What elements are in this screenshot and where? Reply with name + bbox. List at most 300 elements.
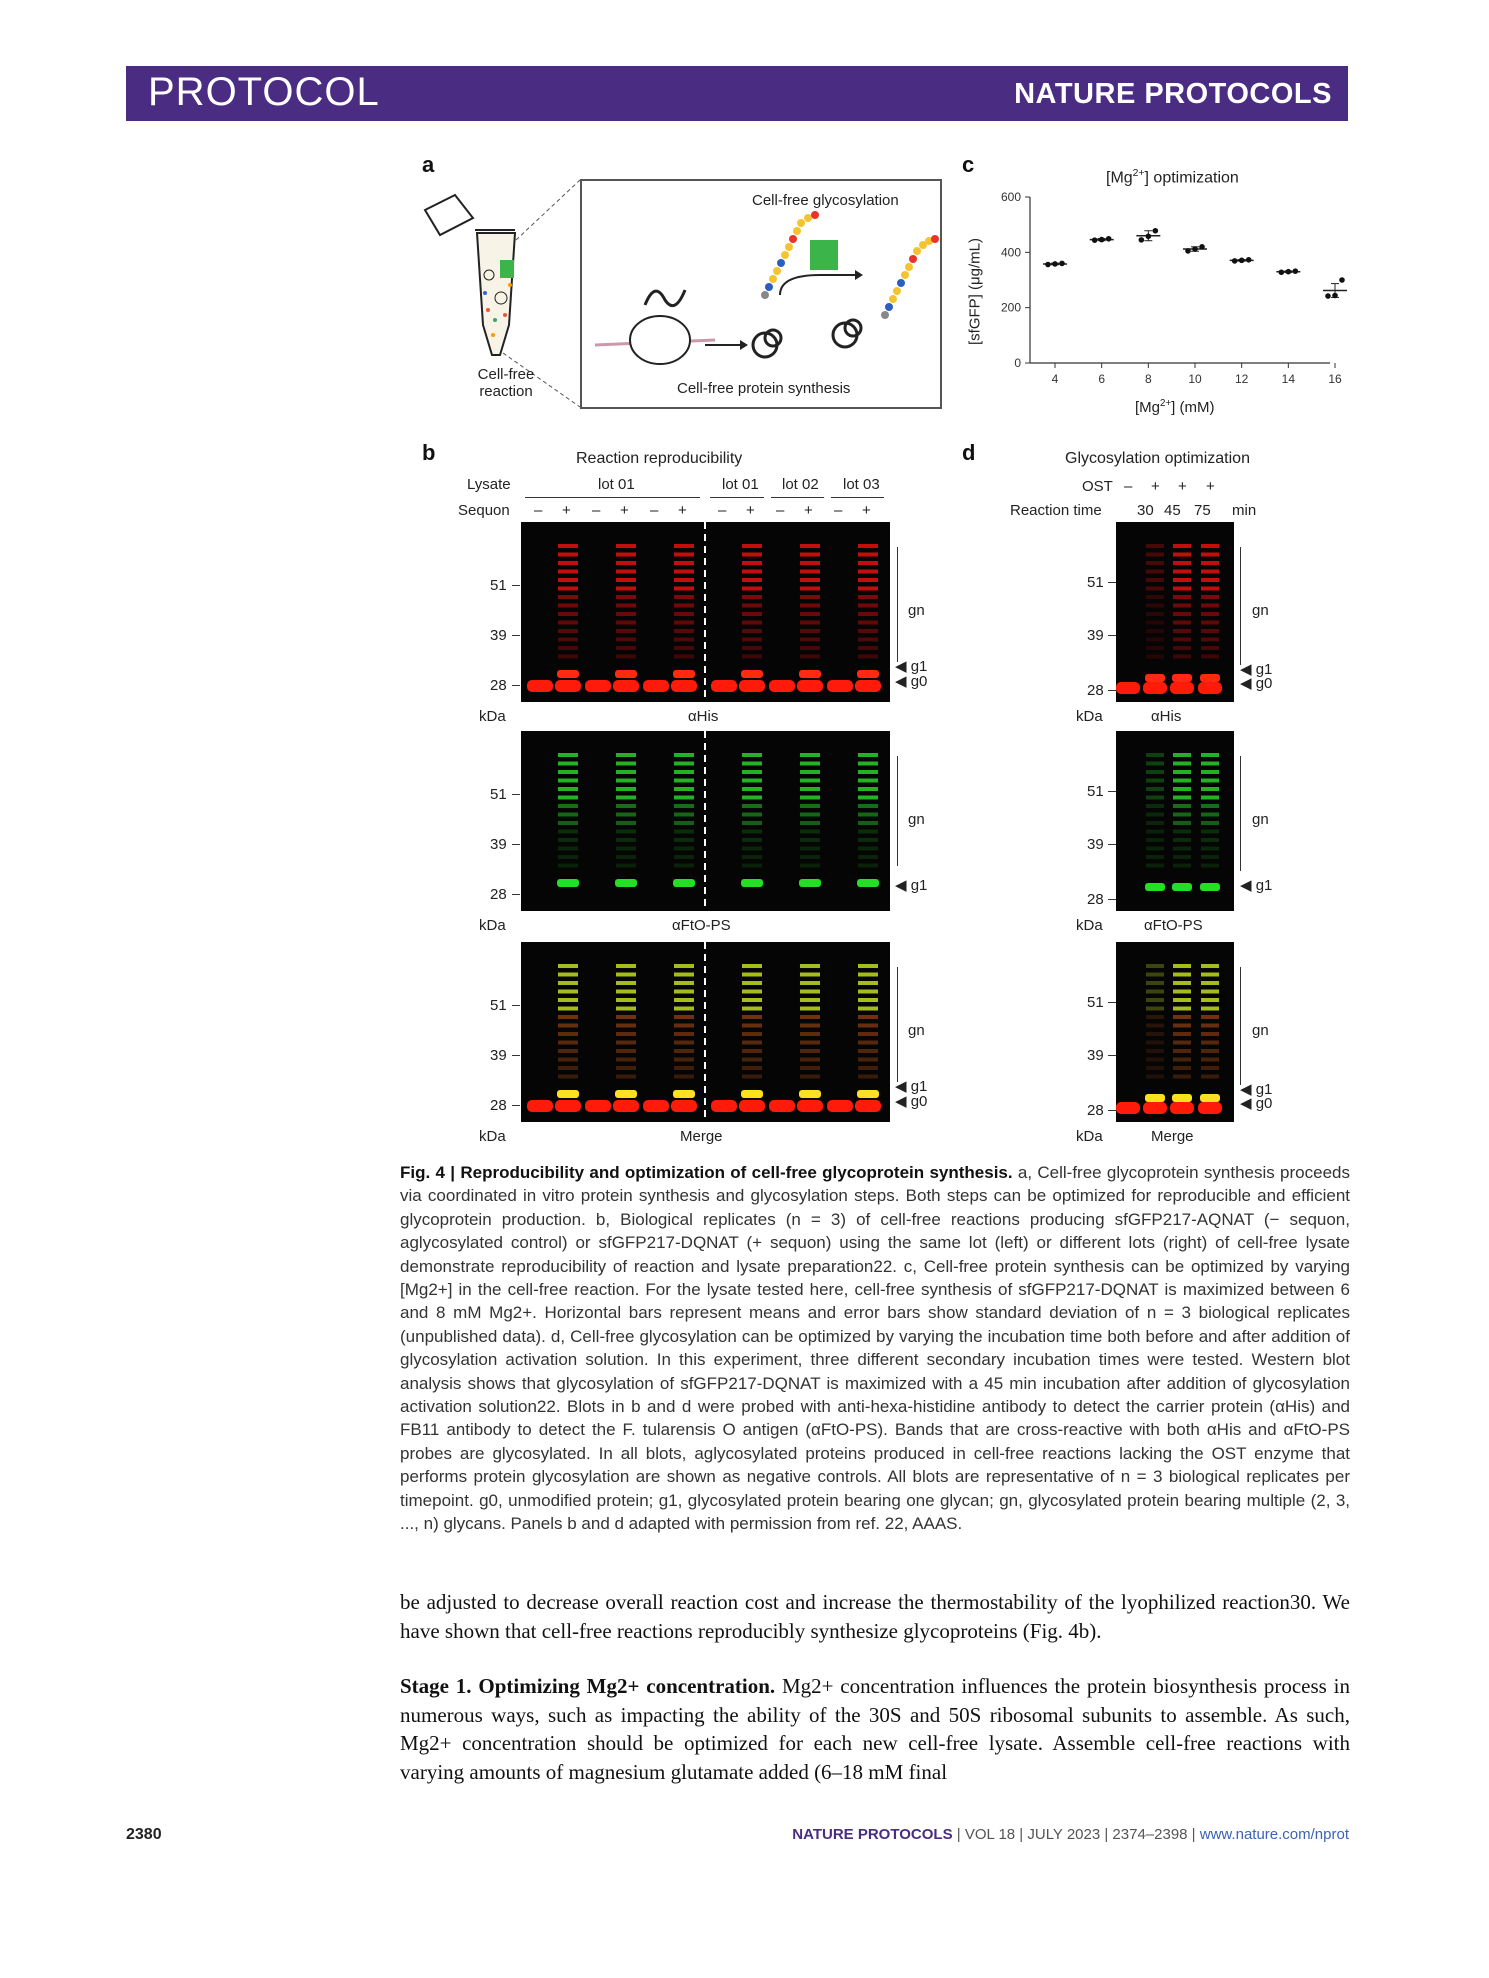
band-gn	[558, 973, 578, 977]
band-gn	[858, 847, 878, 851]
band-gn	[1146, 553, 1164, 557]
band-g1	[1145, 1094, 1165, 1102]
band-gn	[800, 1058, 820, 1062]
panel-d-letter: d	[962, 440, 976, 465]
band-gn	[674, 612, 694, 616]
g1-label: ◀ g1	[895, 658, 928, 675]
band-gn	[1146, 813, 1164, 817]
band-g1	[857, 670, 879, 678]
band-gn	[558, 1007, 578, 1011]
band-gn	[1146, 864, 1164, 868]
stage-text: Mg2+ concentration influences the protein biosynthesis process in numerous ways, such as impacting the ability of the 30S and 50S ribosomal subunits to assemble. As such, Mg2+ concentration should be optimized for each new cell-free lysate. Assemble cell-free reactions with varying amounts of magnesium glutamate added (6–18 mM final	[400, 1674, 1350, 1784]
band-gn	[858, 1007, 878, 1011]
band-g0	[555, 1100, 581, 1112]
band-gn	[674, 998, 694, 1002]
band-gn	[742, 847, 762, 851]
band-gn	[858, 864, 878, 868]
data-point	[1325, 293, 1331, 299]
mw-label: 51	[490, 577, 507, 594]
band-gn	[858, 655, 878, 659]
gn-bracket-d	[1240, 967, 1241, 1085]
data-point	[1099, 237, 1105, 243]
data-point	[1332, 293, 1338, 299]
band-gn	[858, 604, 878, 608]
band-gn	[1173, 1024, 1191, 1028]
chart-xlabel	[1135, 398, 1214, 416]
band-gn	[742, 570, 762, 574]
mw-label: 28	[490, 886, 507, 903]
band-gn	[558, 587, 578, 591]
band-gn	[674, 770, 694, 774]
band-gn	[800, 787, 820, 791]
band-gn	[1173, 855, 1191, 859]
lot-label: lot 03	[843, 476, 880, 493]
band-gn	[616, 544, 636, 548]
band-g1	[799, 670, 821, 678]
gn-bracket	[897, 547, 898, 662]
band-gn	[616, 990, 636, 994]
g1-label-d: ◀ g1	[1240, 1081, 1273, 1098]
band-gn	[558, 998, 578, 1002]
y-tick-label: 200	[1000, 300, 1021, 315]
footer-url[interactable]: www.nature.com/nprot	[1199, 1826, 1349, 1843]
band-gn	[1201, 855, 1219, 859]
band-gn	[1146, 847, 1164, 851]
band-gn	[1146, 570, 1164, 574]
gn-bracket	[897, 967, 898, 1082]
data-point	[1279, 269, 1285, 275]
band-gn	[1173, 813, 1191, 817]
x-tick-label: 16	[1328, 372, 1342, 386]
band-gn	[558, 621, 578, 625]
band-gn	[674, 847, 694, 851]
band-gn	[616, 838, 636, 842]
band-gn	[742, 964, 762, 968]
band-g1	[857, 879, 879, 887]
band-gn	[1173, 779, 1191, 783]
blot-name: αHis	[688, 708, 719, 725]
band-g0	[739, 680, 765, 692]
band-gn	[742, 612, 762, 616]
band-g1	[1200, 1094, 1220, 1102]
band-gn	[616, 621, 636, 625]
band-gn	[742, 1007, 762, 1011]
band-gn	[1146, 770, 1164, 774]
band-gn	[1173, 612, 1191, 616]
band-gn	[1146, 1049, 1164, 1053]
panel-b-title: Reaction reproducibility	[576, 450, 743, 467]
band-gn	[800, 813, 820, 817]
band-gn	[1146, 578, 1164, 582]
ost-mark: +	[1151, 478, 1160, 495]
g0-label-d: ◀ g0	[1240, 1095, 1273, 1112]
band-gn	[1146, 1041, 1164, 1045]
band-gn	[616, 753, 636, 757]
band-gn	[858, 561, 878, 565]
band-gn	[858, 638, 878, 642]
band-g1	[1145, 674, 1165, 682]
band-gn	[1173, 964, 1191, 968]
band-gn	[616, 646, 636, 650]
data-point	[1286, 269, 1292, 275]
band-gn	[674, 595, 694, 599]
band-gn	[800, 553, 820, 557]
band-gn	[616, 770, 636, 774]
panel-b-letter: b	[422, 440, 436, 465]
band-gn	[742, 621, 762, 625]
band-gn	[616, 1041, 636, 1045]
band-gn	[1173, 796, 1191, 800]
band-gn	[742, 990, 762, 994]
sequon-mark: +	[804, 502, 813, 519]
band-gn	[858, 629, 878, 633]
chart-xlabel-sup: 2+	[1160, 398, 1172, 409]
band-gn	[1173, 604, 1191, 608]
stage-heading: Stage 1. Optimizing Mg2+ concentration.	[400, 1674, 776, 1698]
kda-label-d: kDa	[1076, 1128, 1103, 1145]
band-gn	[1173, 595, 1191, 599]
band-g0	[613, 1100, 639, 1112]
band-gn	[858, 1075, 878, 1079]
band-gn	[800, 655, 820, 659]
band-g1	[799, 1090, 821, 1098]
band-gn	[742, 638, 762, 642]
lot-label: lot 01	[722, 476, 759, 493]
x-tick-label: 12	[1234, 372, 1249, 386]
band-gn	[674, 1024, 694, 1028]
band-gn	[558, 796, 578, 800]
band-gn	[1201, 1075, 1219, 1079]
band-gn	[1201, 1024, 1219, 1028]
band-g0	[643, 1100, 669, 1112]
band-gn	[616, 1032, 636, 1036]
band-gn	[800, 981, 820, 985]
data-point	[1059, 261, 1065, 267]
band-gn	[674, 964, 694, 968]
band-gn	[1173, 587, 1191, 591]
lysate-label: Lysate	[467, 476, 511, 493]
band-gn	[858, 821, 878, 825]
band-gn	[742, 1041, 762, 1045]
chart-xlabel-suffix: ] (mM)	[1171, 399, 1215, 416]
data-point	[1339, 277, 1345, 283]
ost-mark: +	[1178, 478, 1187, 495]
band-gn	[742, 1049, 762, 1053]
band-gn	[1173, 1015, 1191, 1019]
mw-label: 28	[490, 1097, 507, 1114]
band-gn	[616, 830, 636, 834]
band-gn	[616, 1007, 636, 1011]
band-gn	[800, 821, 820, 825]
band-gn	[858, 1049, 878, 1053]
band-gn	[1173, 990, 1191, 994]
band-gn	[674, 804, 694, 808]
band-gn	[1146, 1075, 1164, 1079]
mw-tick	[512, 894, 520, 895]
mw-tick-d	[1108, 635, 1116, 636]
blot-b-fto	[521, 731, 890, 911]
band-gn	[1201, 1007, 1219, 1011]
band-g1	[799, 879, 821, 887]
band-gn	[1146, 587, 1164, 591]
band-gn	[558, 1049, 578, 1053]
band-gn	[674, 821, 694, 825]
band-g0	[671, 1100, 697, 1112]
sequon-mark: –	[534, 502, 543, 519]
band-gn	[674, 787, 694, 791]
data-point	[1246, 257, 1252, 263]
data-point	[1052, 261, 1058, 267]
band-gn	[558, 646, 578, 650]
band-gn	[1173, 753, 1191, 757]
band-gn	[1173, 578, 1191, 582]
chart-title-sup: 2+	[1132, 168, 1145, 179]
band-gn	[1201, 864, 1219, 868]
band-g1	[557, 1090, 579, 1098]
synthesis-label: Cell-free protein synthesis	[677, 380, 851, 397]
band-gn	[858, 998, 878, 1002]
band-gn	[858, 787, 878, 791]
mw-tick-d	[1108, 1110, 1116, 1111]
band-g1	[857, 1090, 879, 1098]
band-gn	[1173, 1041, 1191, 1045]
band-g1	[615, 879, 637, 887]
gn-label: gn	[908, 811, 925, 828]
sequon-mark: +	[746, 502, 755, 519]
gn-label-d: gn	[1252, 1022, 1269, 1039]
mw-label-d: 28	[1087, 891, 1104, 908]
band-gn	[1201, 813, 1219, 817]
mw-label-d: 39	[1087, 1047, 1104, 1064]
band-gn	[1146, 629, 1164, 633]
blot-b-fto-image	[521, 731, 890, 911]
sequon-mark: +	[620, 502, 629, 519]
mw-tick	[512, 1055, 520, 1056]
band-gn	[800, 604, 820, 608]
band-gn	[1201, 838, 1219, 842]
band-gn	[558, 1058, 578, 1062]
mw-label: 39	[490, 1047, 507, 1064]
band-gn	[558, 830, 578, 834]
band-gn	[742, 864, 762, 868]
band-gn	[858, 753, 878, 757]
band-gn	[1173, 762, 1191, 766]
blot-d-fto	[1116, 731, 1234, 911]
band-gn	[800, 753, 820, 757]
band-gn	[616, 638, 636, 642]
band-gn	[858, 1058, 878, 1062]
kda-label-d: kDa	[1076, 708, 1103, 725]
tube-icon	[425, 195, 515, 355]
mw-label: 28	[490, 677, 507, 694]
band-g0	[711, 680, 737, 692]
data-point	[1239, 258, 1245, 264]
band-gn	[558, 1032, 578, 1036]
band-gn	[1146, 561, 1164, 565]
page-number: 2380	[126, 1826, 162, 1843]
band-g1	[1145, 883, 1165, 891]
band-g1	[673, 1090, 695, 1098]
band-gn	[558, 753, 578, 757]
band-gn	[674, 561, 694, 565]
gn-label-d: gn	[1252, 602, 1269, 619]
band-gn	[800, 1075, 820, 1079]
band-gn	[858, 1032, 878, 1036]
band-gn	[858, 646, 878, 650]
g1-label: ◀ g1	[895, 1078, 928, 1095]
band-gn	[858, 779, 878, 783]
blot-b-his-image	[521, 522, 890, 702]
band-gn	[742, 1058, 762, 1062]
band-gn	[742, 796, 762, 800]
glycosylation-label: Cell-free glycosylation	[752, 192, 899, 209]
band-gn	[674, 981, 694, 985]
band-gn	[800, 838, 820, 842]
band-gn	[800, 779, 820, 783]
band-gn	[1201, 779, 1219, 783]
band-gn	[800, 1041, 820, 1045]
band-gn	[1146, 1032, 1164, 1036]
caption-text: a, Cell-free glycoprotein synthesis proceeds via coordinated in vitro protein synthesis and glycosylation steps. Both steps can be optimized for reproducible and efficient glycoprotein production. b, Biological replicates (n = 3) of cell-free reactions producing sfGFP217-AQNAT (− sequon, aglycosylated control) or sfGFP217-DQNAT (+ sequon) using the same lot (left) or different lots (right) of cell-free lysate demonstrate reproducibility of reaction and lysate preparation22. c, Cell-free protein synthesis can be optimized by varying [Mg2+] in the cell-free reaction. For the lysate tested here, cell-free synthesis of sfGFP217-DQNAT is maximized between 6 and 8 mM Mg2+. Horizontal bars represent means and error bars show standard deviation of n = 3 biological replicates (unpublished data). d, Cell-free glycosylation can be optimized by varying the incubation time both before and after addition of glycosylation activation solution. In this experiment, three different secondary incubation times were tested. Western blot analysis shows that glycosylation of sfGFP217-DQNAT is maximized with a 45 min incubation after addition of glycosylation activation solution22. Blots in b and d were probed with anti-hexa-histidine antibody to detect the carrier protein (αHis) and FB11 antibody to detect the F. tularensis O antigen (αFtO-PS). Bands that are cross-reactive with both αHis and αFtO-PS probes are glycosylated. In all blots, aglycosylated proteins produced in cell-free reactions lacking the OST enzyme that performs protein glycosylation are shown as negative controls. All blots are representative of n = 3 biological replicates per timepoint. g0, unmodified protein; g1, glycosylated protein bearing one glycan; gn, glycosylated protein bearing multiple (2, 3, ..., n) glycans. Panels b and d adapted with permission from ref. 22, AAAS.	[400, 1163, 1350, 1534]
band-g0	[769, 1100, 795, 1112]
gn-bracket-d	[1240, 547, 1241, 665]
band-g1	[741, 879, 763, 887]
mw-label: 51	[490, 786, 507, 803]
sequon-mark: +	[678, 502, 687, 519]
band-gn	[800, 990, 820, 994]
band-gn	[558, 847, 578, 851]
band-gn	[616, 779, 636, 783]
data-point	[1192, 246, 1198, 252]
band-gn	[800, 770, 820, 774]
band-gn	[858, 973, 878, 977]
band-gn	[1201, 1066, 1219, 1070]
band-gn	[558, 1024, 578, 1028]
band-gn	[1146, 638, 1164, 642]
y-tick-label: 600	[1000, 190, 1021, 204]
band-gn	[616, 561, 636, 565]
band-gn	[674, 830, 694, 834]
band-gn	[1173, 1032, 1191, 1036]
band-gn	[742, 813, 762, 817]
chart-title-suffix: ] optimization	[1144, 169, 1239, 187]
band-gn	[674, 587, 694, 591]
x-tick-label: 6	[1098, 372, 1106, 386]
band-gn	[1201, 964, 1219, 968]
band-gn	[742, 1075, 762, 1079]
band-gn	[800, 595, 820, 599]
y-tick-label: 400	[1000, 245, 1021, 260]
band-gn	[616, 762, 636, 766]
band-gn	[616, 1075, 636, 1079]
band-g1	[557, 670, 579, 678]
band-gn	[800, 1032, 820, 1036]
band-g0	[1116, 1102, 1140, 1114]
gn-label: gn	[908, 1022, 925, 1039]
band-g1	[557, 879, 579, 887]
band-gn	[1173, 830, 1191, 834]
band-gn	[1201, 847, 1219, 851]
band-gn	[1201, 587, 1219, 591]
kda-label: kDa	[479, 1128, 506, 1145]
band-gn	[674, 779, 694, 783]
band-gn	[800, 638, 820, 642]
band-gn	[1173, 570, 1191, 574]
band-gn	[1146, 621, 1164, 625]
mw-tick-d	[1108, 844, 1116, 845]
data-point	[1199, 244, 1205, 250]
band-gn	[616, 604, 636, 608]
band-gn	[1146, 981, 1164, 985]
panel-c-letter: c	[962, 152, 975, 177]
band-gn	[1201, 998, 1219, 1002]
band-gn	[558, 787, 578, 791]
band-gn	[800, 621, 820, 625]
sequon-mark: –	[834, 502, 843, 519]
mw-tick-d	[1108, 1002, 1116, 1003]
band-gn	[1146, 838, 1164, 842]
mw-tick	[512, 1005, 520, 1006]
band-gn	[800, 855, 820, 859]
band-gn	[1201, 570, 1219, 574]
band-g0	[1143, 682, 1167, 694]
lot-underline	[831, 497, 884, 498]
band-gn	[558, 1066, 578, 1070]
band-gn	[1173, 847, 1191, 851]
band-gn	[1173, 655, 1191, 659]
band-gn	[742, 973, 762, 977]
band-gn	[1146, 646, 1164, 650]
band-gn	[674, 864, 694, 868]
mg-chart	[990, 185, 1340, 400]
band-gn	[558, 604, 578, 608]
band-gn	[858, 770, 878, 774]
band-gn	[742, 544, 762, 548]
band-gn	[858, 612, 878, 616]
band-gn	[1201, 595, 1219, 599]
band-gn	[674, 796, 694, 800]
blot-name-d: αFtO-PS	[1144, 917, 1203, 934]
time-mark: 75	[1194, 502, 1211, 519]
band-gn	[742, 629, 762, 633]
time-mark: 30	[1137, 502, 1154, 519]
band-gn	[742, 587, 762, 591]
band-gn	[674, 553, 694, 557]
x-tick-label: 4	[1051, 372, 1059, 386]
band-gn	[1173, 804, 1191, 808]
band-g1	[1172, 883, 1192, 891]
band-gn	[1173, 787, 1191, 791]
band-gn	[558, 553, 578, 557]
caption-fig-number: Fig. 4 |	[400, 1163, 456, 1182]
band-gn	[1146, 821, 1164, 825]
data-point	[1092, 237, 1098, 243]
gn-bracket	[897, 756, 898, 866]
band-gn	[742, 787, 762, 791]
sequon-mark: –	[592, 502, 601, 519]
kda-label: kDa	[479, 917, 506, 934]
blot-name: Merge	[680, 1128, 723, 1145]
panel-a-letter: a	[422, 152, 435, 177]
band-gn	[1173, 553, 1191, 557]
data-point	[1106, 236, 1112, 242]
g1-label-d: ◀ g1	[1240, 661, 1273, 678]
band-g1	[741, 1090, 763, 1098]
mw-label: 39	[490, 836, 507, 853]
band-gn	[800, 830, 820, 834]
band-gn	[558, 964, 578, 968]
band-g0	[797, 1100, 823, 1112]
